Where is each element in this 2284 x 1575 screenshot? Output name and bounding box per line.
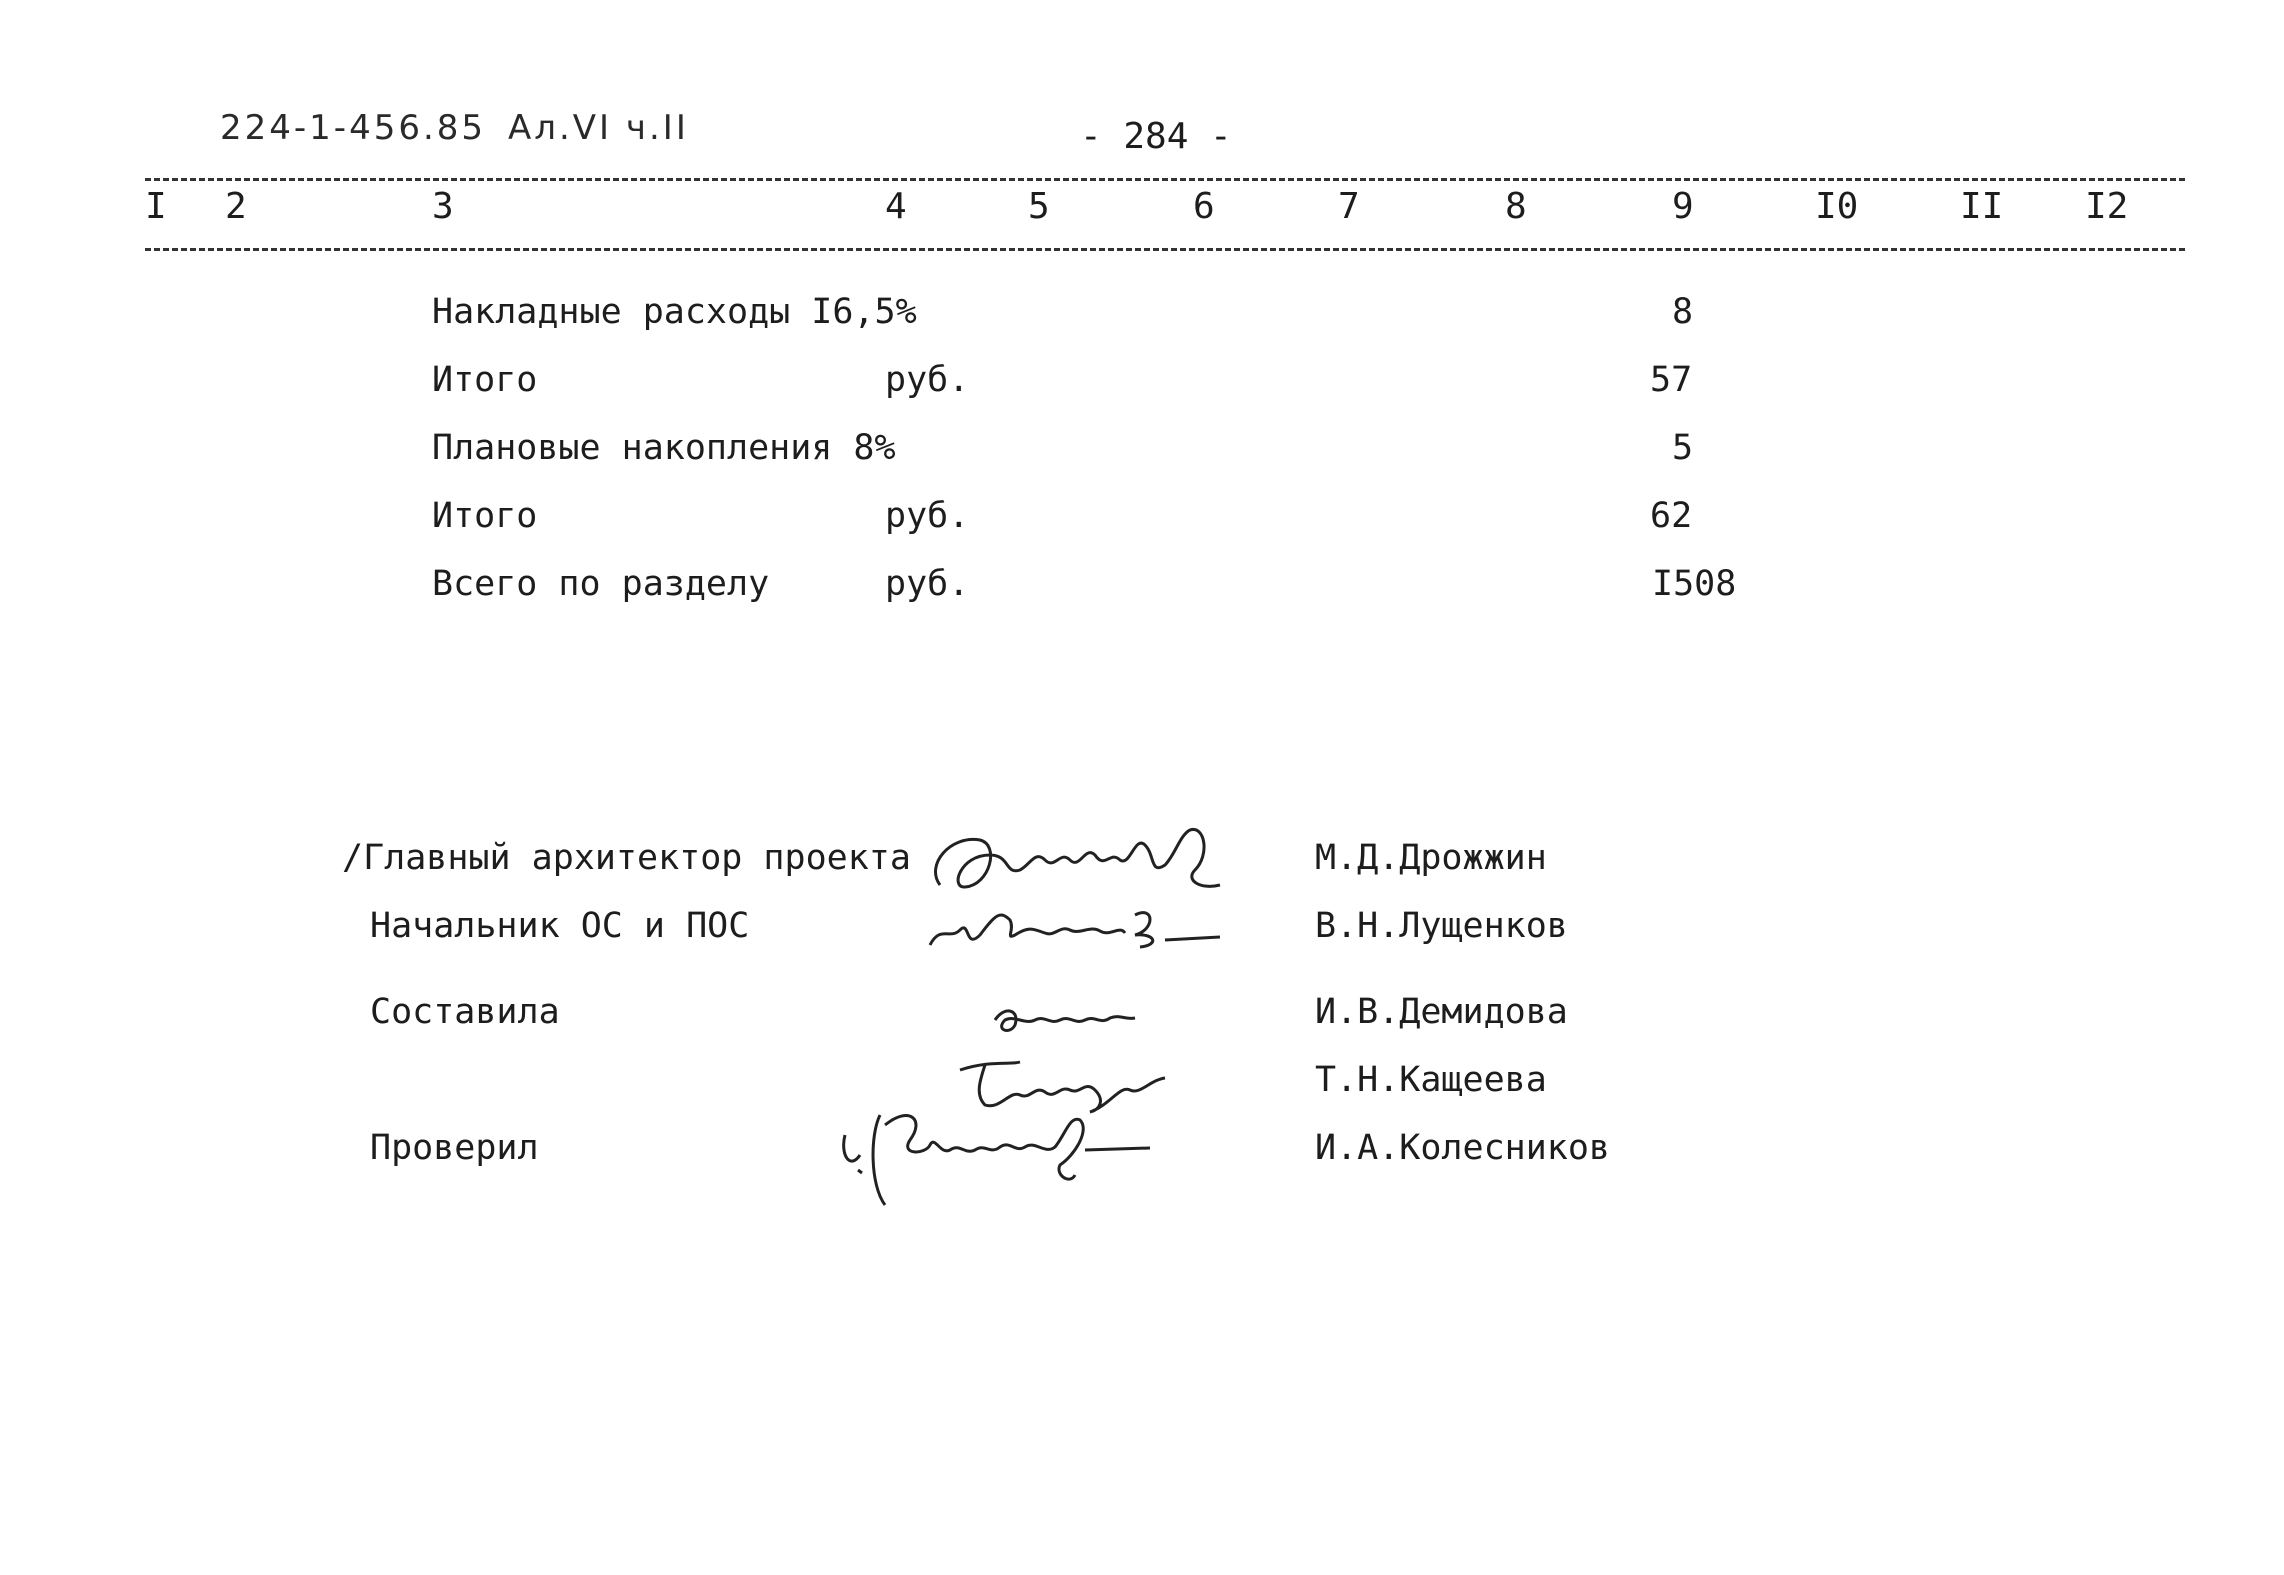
signatory-name: И.В.Демидова (1315, 992, 1568, 1032)
row-unit: руб. (885, 564, 970, 604)
album-reference: Ал.VI ч.II (508, 108, 689, 148)
column-number: 8 (1505, 186, 1527, 227)
column-number: I (145, 186, 167, 227)
row-label: Всего по разделу (432, 564, 770, 604)
signatory-name: В.Н.Лущенков (1315, 906, 1568, 946)
signature-role: Начальник ОС и ПОС (370, 906, 750, 946)
column-number: II (1960, 186, 2004, 227)
column-number: 2 (225, 186, 247, 227)
signatory-name: М.Д.Дрожжин (1315, 838, 1547, 878)
signature-role: Составила (370, 992, 560, 1032)
column-number: 9 (1672, 186, 1694, 227)
row-unit: руб. (885, 496, 970, 536)
document-code: 224-1-456.85 (220, 108, 487, 148)
column-number: 7 (1338, 186, 1360, 227)
row-value: 62 (1650, 496, 1693, 536)
handwritten-signature (830, 1095, 1210, 1215)
column-number: 5 (1028, 186, 1050, 227)
row-value: 57 (1650, 360, 1693, 400)
row-label: Накладные расходы I6,5% (432, 292, 917, 332)
signature-role: /Главный архитектор проекта (342, 838, 911, 878)
row-value: 5 (1672, 428, 1694, 468)
page-number: - 284 - (1080, 116, 1232, 157)
signatory-name: Т.Н.Кащеева (1315, 1060, 1547, 1100)
handwritten-signature (920, 815, 1250, 905)
handwritten-signature (985, 990, 1145, 1040)
row-label: Итого (432, 496, 538, 536)
signature-role: Проверил (370, 1128, 539, 1168)
row-label: Итого (432, 360, 538, 400)
column-number: I0 (1815, 186, 1859, 227)
handwritten-signature (920, 895, 1260, 965)
row-value: 8 (1672, 292, 1694, 332)
row-unit: руб. (885, 360, 970, 400)
column-number: 3 (432, 186, 454, 227)
row-value: I508 (1652, 564, 1737, 604)
header-separator-top (145, 178, 2185, 181)
signatory-name: И.А.Колесников (1315, 1128, 1611, 1168)
column-number: I2 (2085, 186, 2129, 227)
header-separator-bottom (145, 248, 2185, 251)
row-label: Плановые накопления 8% (432, 428, 896, 468)
column-number: 4 (885, 186, 907, 227)
column-number: 6 (1193, 186, 1215, 227)
